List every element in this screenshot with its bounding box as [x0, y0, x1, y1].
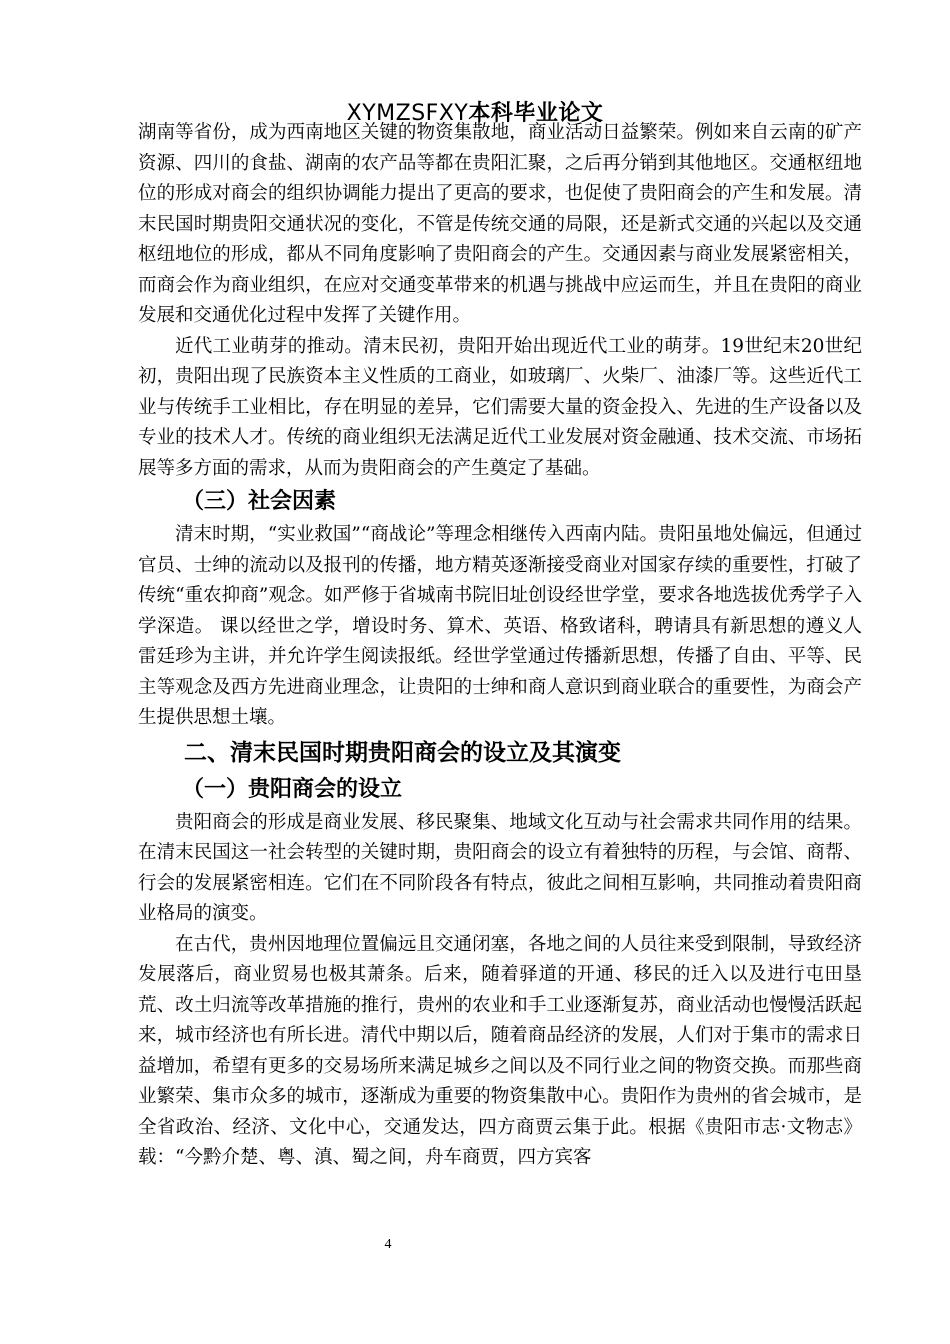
paragraph: 清末时期，“实业救国”“商战论”等理念相继传入西南内陆。贵阳虽地处偏远，但通过官员、士绅的流动以及报刊的传播，地方精英逐渐接受商业对国家存续的重要性，打破了传统“重农抑商”观念。如严修于省城南书院旧址创设经世学堂，要求各地选拔优秀学子入学深造。 课以经世之学，增设时务、算术、英语、格致诸科，聘请具有新思想的遵义人雷廷珍为主讲，并允许学生阅读报纸。经世学堂通过传播新思想，传播了自由、平等、民主等观念及西方先进商业理念，让贵阳的士绅和商人意识到商业联合的重要性，为商会产生提供思想土壤。 — [138, 524, 862, 728]
paragraph: 在古代，贵州因地理位置偏远且交通闭塞，各地之间的人员往来受到限制，导致经济发展落后，商业贸易也极其萧条。后来，随着驿道的开通、移民的迁入以及进行屯田垦荒、改土归流等改革措施的推行，贵州的农业和手工业逐渐复苏，商业活动也慢慢活跃起来，城市经济也有所长进。清代中期以后，随着商品经济的发展，人们对于集市的需求日益增加，希望有更多的交易场所来满足城乡之间以及不同行业之间的物资交换。而那些商业繁荣、集市众多的城市，逐渐成为重要的物资集散中心。贵阳作为贵州的省会城市，是全省政治、经济、文化中心，交通发达，四方商贾云集于此。根据《贵阳市志·文物志》载：“今黔介楚、粤、滇、蜀之间，舟车商贾，四方宾客 — [138, 933, 862, 1168]
subsection-heading: （三）社会因素 — [182, 489, 337, 514]
page-number: 4 — [384, 1237, 392, 1252]
header-code: XYMZSFXY — [346, 101, 469, 126]
paragraph: 近代工业萌芽的推动。清末民初，贵阳开始出现近代工业的萌芽。19世纪末20世纪初，贵阳出现了民族资本主义性质的工商业，如玻璃厂、火柴厂、油漆厂等。这些近代工业与传统手工业相比，存在明显的差异，它们需要大量的资金投入、先进的生产设备以及专业的技术人才。传统的商业组织无法满足近代工业发展对资金融通、技术交流、市场拓展等多方面的需求，从而为贵阳商会的产生奠定了基础。 — [138, 335, 862, 479]
header-title: 本科毕业论文 — [468, 101, 604, 126]
paragraph: 湖南等省份，成为西南地区关键的物资集散地，商业活动日益繁荣。例如来自云南的矿产资源、四川的食盐、湖南的农产品等都在贵阳汇聚，之后再分销到其他地区。交通枢纽地位的形成对商会的组织协调能力提出了更高的要求，也促使了贵阳商会的产生和发展。清末民国时期贵阳交通状况的变化，不管是传统交通的局限，还是新式交通的兴起以及交通枢纽地位的形成，都从不同角度影响了贵阳商会的产生。交通因素与商业发展紧密相关，而商会作为商业组织，在应对交通变革带来的机遇与挑战中应运而生，并且在贵阳的商业发展和交通优化过程中发挥了关键作用。 — [138, 122, 862, 326]
paragraph: 贵阳商会的形成是商业发展、移民聚集、地域文化互动与社会需求共同作用的结果。在清末民国这一社会转型的关键时期，贵阳商会的设立有着独特的历程，与会馆、商帮、行会的发展紧密相连。它们在不同阶段各有特点，彼此之间相互影响，共同推动着贵阳商业格局的演变。 — [138, 811, 862, 924]
body-content — [138, 118, 862, 1174]
section-heading: 二、清末民国时期贵阳商会的设立及其演变 — [184, 739, 621, 766]
subsection-heading: （一）贵阳商会的设立 — [182, 776, 403, 802]
